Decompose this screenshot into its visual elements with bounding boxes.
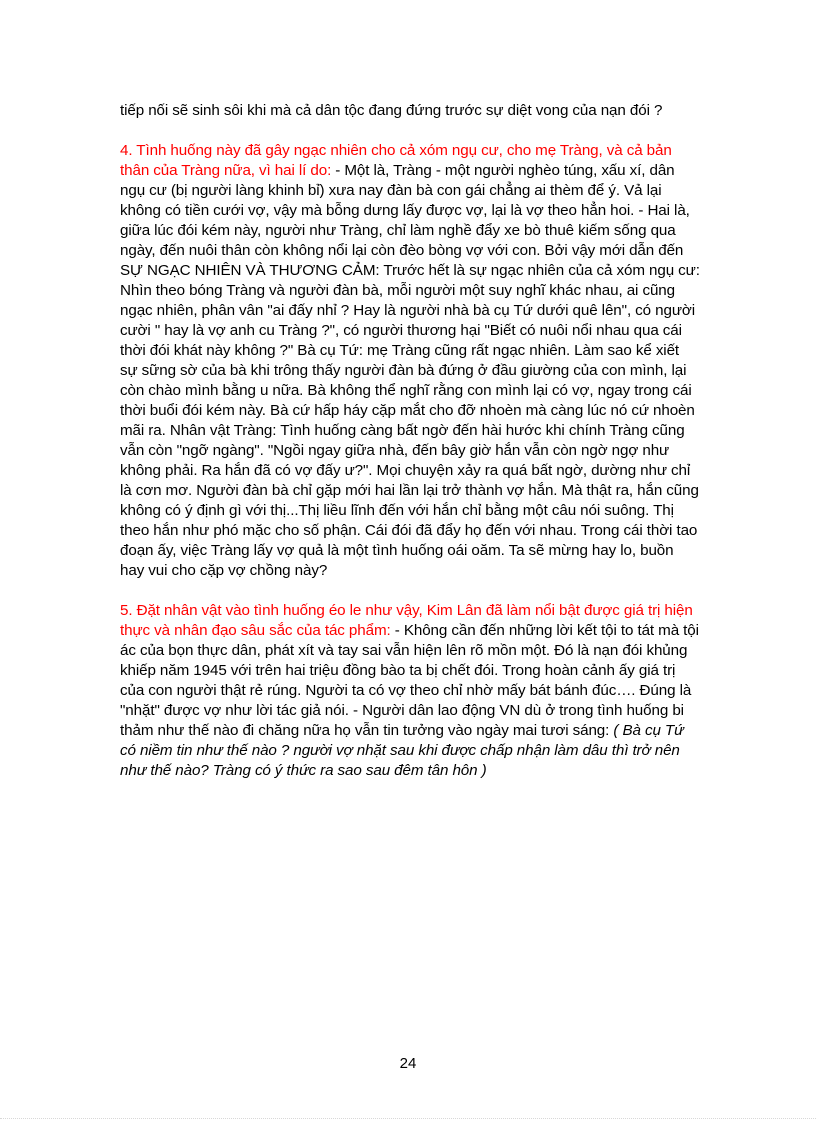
paragraph-section-5 — [120, 601, 700, 781]
section-4-heading: 4. Tình huống này đã gây ngạc nhiên cho cả xóm ngụ cư, cho mẹ Tràng, và cả bản thân của Tràng nữa, vì hai lí do: — [120, 142, 672, 179]
paragraph-section-4 — [120, 141, 700, 581]
page-edge-divider — [0, 1118, 816, 1119]
section-5-heading: 5. Đặt nhân vật vào tình huống éo le như vậy, Kim Lân đã làm nổi bật được giá trị hiện thực và nhân đạo sâu sắc của tác phẩm: — [120, 602, 693, 639]
page-number: 24 — [399, 1055, 417, 1072]
paragraph-continuation: tiếp nối sẽ sinh sôi khi mà cả dân tộc đang đứng trước sự diệt vong của nạn đói ? — [120, 102, 663, 119]
section-4-body: - Một là, Tràng - một người nghèo túng, xấu xí, dân ngụ cư (bị người làng khinh bỉ) xưa nay đàn bà con gái chẳng ai thèm để ý. Vả lại không có tiền cưới vợ, vậy mà bỗng dưng lấy được vợ, lại là vợ theo hẳn hoi. - Hai là, giữa lúc đói kém này, người như Tràng, chỉ làm nghề đẩy xe bò thuê kiếm sống qua ngày, đến nuôi thân còn không nổi lại còn đèo bòng vợ với con. Bởi vậy mới dẫn đến SỰ NGẠC NHIÊN VÀ THƯƠNG CẢM: Trước hết là sự ngạc nhiên của cả xóm ngụ cư: Nhìn theo bóng Tràng và người đàn bà, mỗi người một suy nghĩ khác nhau, ai cũng ngạc nhiên, phân vân "ai đấy nhỉ ? Hay là người nhà bà cụ Tứ dưới quê lên", có người cười " hay là vợ anh cu Tràng ?", có người thương hại "Biết có nuôi nổi nhau qua cái thời đói khát này không ?" Bà cụ Tứ: mẹ Tràng cũng rất ngạc nhiên. Làm sao kể xiết sự sững sờ của bà khi trông thấy người đàn bà đứng ở đầu giường của con mình, lại còn chào mình bằng u nữa. Bà không thể nghĩ rằng con mình lại có vợ, ngay trong cái thời buổi đói kém này. Bà cứ hấp háy cặp mắt cho đỡ nhoèn mà càng lúc nó cứ nhoèn mãi ra. Nhân vật Tràng: Tình huống càng bất ngờ đến hài hước khi chính Tràng cũng vẫn còn "ngỡ ngàng". "Ngồi ngay giữa nhà, đến bây giờ hắn vẫn còn ngờ ngợ như không phải. Ra hắn đã có vợ đấy ư?". Mọi chuyện xảy ra quá bất ngờ, dường như chỉ là cơn mơ. Người đàn bà chỉ gặp mới hai lần lại trở thành vợ hắn. Mà thật ra, hắn cũng không có ý định gì với thị...Thị liều lĩnh đến với hắn chỉ bằng một câu nói suông. Thị theo hắn như phó mặc cho số phận. Cái đói đã đẩy họ đến với nhau. Trong cái thời tao đoạn ấy, việc Tràng lấy vợ quả là một tình huống oái oăm. Ta sẽ mừng hay lo, buồn hay vui cho cặp vợ chồng này? — [120, 162, 700, 579]
section-5-body: - Không cần đến những lời kết tội to tát mà tội ác của bọn thực dân, phát xít và tay sai vẫn hiện lên rõ mồn một. Đó là nạn đói khủng khiếp năm 1945 với trên hai triệu đồng bào ta bị chết đói. Trong hoàn cảnh ấy giá trị của con người thật rẻ rúng. Người ta có vợ theo chỉ nhờ mấy bát bánh đúc…. Đúng là "nhặt" được vợ như lời tác giả nói. - Người dân lao động VN dù ở trong tình huống bi thảm như thế nào đi chăng nữa họ vẫn tin tưởng vào ngày mai tươi sáng: — [120, 622, 699, 739]
document-body — [120, 101, 700, 801]
section-5-italic-note: ( Bà cụ Tứ có niềm tin như thế nào ? người vợ nhặt sau khi được chấp nhận làm dâu thì trở nên như thế nào? Tràng có ý thức ra sao sau đêm tân hôn ) — [120, 722, 684, 779]
